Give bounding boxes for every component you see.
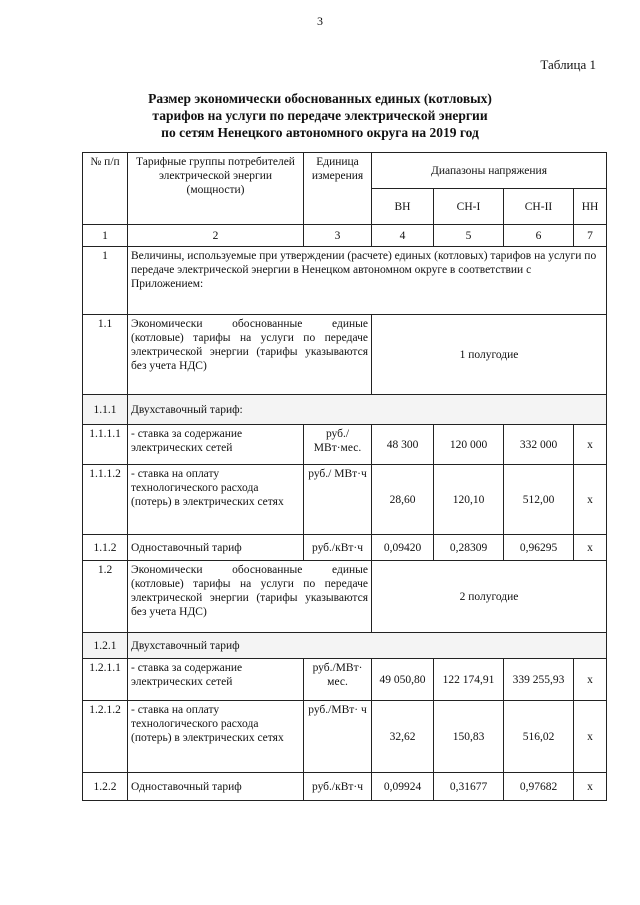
column-index: 7: [574, 225, 607, 247]
row-text: Экономически обоснованные единые (котловые) тарифы на услуги по передаче электрической энергии (тарифы указываются без учета НДС): [128, 561, 372, 633]
value-sn1: 120 000: [434, 425, 504, 465]
header-sn2: СН-II: [504, 189, 574, 225]
row-text: - ставка на оплату технологического расхода (потерь) в электрических сетях: [128, 465, 304, 535]
row-text: - ставка за содержание электрических сетей: [128, 659, 304, 701]
row-text: - ставка на оплату технологического расхода (потерь) в электрических сетях: [128, 701, 304, 773]
row-text: Величины, используемые при утверждении (расчете) единых (котловых) тарифов на услуги по передаче электрической энергии в Ненецком автономном округе в соответствии с Приложением:: [128, 247, 607, 315]
value-vn: 0,09420: [372, 535, 434, 561]
row-text: Двухставочный тариф: [128, 633, 607, 659]
row-text: Одноставочный тариф: [128, 773, 304, 801]
period-label: 2 полугодие: [372, 561, 607, 633]
tariff-table: [82, 152, 607, 801]
table-row: [83, 561, 607, 633]
table-row: [83, 773, 607, 801]
document-title: [60, 90, 580, 141]
table-row: [83, 465, 607, 535]
value-sn1: 120,10: [434, 465, 504, 535]
row-number: 1.2.1.1: [83, 659, 128, 701]
column-index: 1: [83, 225, 128, 247]
row-text: Экономически обоснованные единые (котловые) тарифы на услуги по передаче электрической энергии (тарифы указываются без учета НДС): [128, 315, 372, 395]
row-number: 1.2: [83, 561, 128, 633]
row-number: 1.2.1: [83, 633, 128, 659]
table-row: [83, 395, 607, 425]
column-index: 2: [128, 225, 304, 247]
header-sn1: СН-I: [434, 189, 504, 225]
title-line: тарифов на услуги по передаче электрической энергии: [152, 108, 488, 123]
value-sn1: 0,28309: [434, 535, 504, 561]
row-number: 1.1.2: [83, 535, 128, 561]
value-nn: х: [574, 535, 607, 561]
row-number: 1.2.2: [83, 773, 128, 801]
value-sn1: 122 174,91: [434, 659, 504, 701]
unit-cell: руб./МВт· ч: [304, 701, 372, 773]
unit-cell: руб./кВт·ч: [304, 773, 372, 801]
value-nn: х: [574, 701, 607, 773]
header-voltage-ranges: Диапазоны напряжения: [372, 153, 607, 189]
value-vn: 49 050,80: [372, 659, 434, 701]
value-sn2: 512,00: [504, 465, 574, 535]
value-sn1: 0,31677: [434, 773, 504, 801]
header-group: Тарифные группы потребителей электрической энергии (мощности): [128, 153, 304, 225]
period-label: 1 полугодие: [372, 315, 607, 395]
table-row: [83, 315, 607, 395]
value-sn2: 339 255,93: [504, 659, 574, 701]
row-text: Одноставочный тариф: [128, 535, 304, 561]
value-sn2: 0,96295: [504, 535, 574, 561]
unit-cell: руб./кВт·ч: [304, 535, 372, 561]
value-vn: 0,09924: [372, 773, 434, 801]
page-number: 3: [317, 14, 323, 28]
unit-cell: руб./ МВт·ч: [304, 465, 372, 535]
value-sn2: 0,97682: [504, 773, 574, 801]
value-nn: х: [574, 465, 607, 535]
column-index: 3: [304, 225, 372, 247]
header-unit: Единица измерения: [304, 153, 372, 225]
row-number: 1: [83, 247, 128, 315]
value-sn1: 150,83: [434, 701, 504, 773]
column-index: 4: [372, 225, 434, 247]
table-row: [83, 425, 607, 465]
table-label: Таблица 1: [540, 57, 596, 72]
header-vn: ВН: [372, 189, 434, 225]
title-line: Размер экономически обоснованных единых (котловых): [148, 91, 492, 106]
table-row: [83, 247, 607, 315]
unit-cell: руб./МВт· мес.: [304, 659, 372, 701]
header-nn: НН: [574, 189, 607, 225]
table-row: [83, 535, 607, 561]
value-vn: 48 300: [372, 425, 434, 465]
table-row: [83, 659, 607, 701]
row-number: 1.1: [83, 315, 128, 395]
unit-cell: руб./ МВт·мес.: [304, 425, 372, 465]
value-vn: 28,60: [372, 465, 434, 535]
value-sn2: 332 000: [504, 425, 574, 465]
value-sn2: 516,02: [504, 701, 574, 773]
row-number: 1.1.1.2: [83, 465, 128, 535]
row-number: 1.2.1.2: [83, 701, 128, 773]
table-row: [83, 701, 607, 773]
value-nn: х: [574, 659, 607, 701]
column-index: 6: [504, 225, 574, 247]
table-row: [83, 633, 607, 659]
row-text: Двухставочный тариф:: [128, 395, 607, 425]
row-number: 1.1.1.1: [83, 425, 128, 465]
row-number: 1.1.1: [83, 395, 128, 425]
title-line: по сетям Ненецкого автономного округа на 2019 год: [161, 125, 479, 140]
column-index: 5: [434, 225, 504, 247]
row-text: - ставка за содержание электрических сетей: [128, 425, 304, 465]
header-num: № п/п: [83, 153, 128, 225]
value-nn: х: [574, 425, 607, 465]
value-vn: 32,62: [372, 701, 434, 773]
value-nn: х: [574, 773, 607, 801]
